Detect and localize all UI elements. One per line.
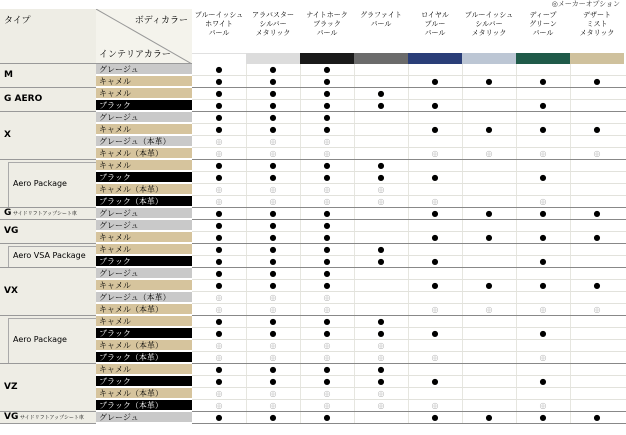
standard-mark: ●: [269, 89, 277, 98]
interior-color-cell: グレージュ（本革）: [96, 136, 192, 147]
body-color-name-line: メタリック: [255, 29, 291, 37]
option-mark: ◎: [539, 401, 547, 410]
body-color-name: [462, 9, 516, 53]
standard-mark: ●: [539, 101, 547, 110]
option-mark: ◎: [539, 197, 547, 206]
standard-mark: ●: [593, 281, 601, 290]
body-color-name: [570, 9, 624, 53]
standard-mark: ●: [215, 65, 223, 74]
body-color-name: [300, 9, 354, 53]
standard-mark: ●: [485, 281, 493, 290]
standard-mark: ●: [269, 161, 277, 170]
table-row: [192, 352, 626, 364]
standard-mark: ●: [485, 77, 493, 86]
standard-mark: ●: [269, 209, 277, 218]
body-color-header: [570, 9, 624, 64]
option-mark: ◎: [269, 149, 277, 158]
body-color-name-line: グリーン: [529, 20, 557, 28]
option-mark: ◎: [269, 353, 277, 362]
trim-name: VX: [4, 286, 18, 296]
standard-mark: ●: [215, 173, 223, 182]
trim-name: G サイドリフトアップシート車: [4, 208, 77, 218]
table-row: [192, 292, 626, 304]
table-row: [192, 136, 626, 148]
standard-mark: ●: [269, 173, 277, 182]
option-mark: ◎: [215, 293, 223, 302]
color-swatch: [300, 53, 354, 64]
standard-mark: ●: [323, 173, 331, 182]
color-header-diagonal: [96, 9, 192, 64]
group-separator: [0, 423, 96, 424]
body-color-label: ボディカラー: [134, 16, 188, 26]
interior-color-cell: グレージュ: [96, 220, 192, 231]
option-mark: ◎: [269, 185, 277, 194]
body-color-name-line: ブラック: [313, 20, 341, 28]
type-group-cell: [0, 268, 96, 316]
body-color-name-line: ブルー: [424, 20, 446, 28]
standard-mark: ●: [431, 173, 439, 182]
standard-mark: ●: [431, 257, 439, 266]
standard-mark: ●: [215, 377, 223, 386]
interior-color-label: インテリアカラー: [99, 50, 171, 60]
standard-mark: ●: [431, 329, 439, 338]
table-row: [192, 244, 626, 256]
type-header: [0, 9, 96, 64]
standard-mark: ●: [431, 101, 439, 110]
body-color-name-line: メタリック: [471, 29, 507, 37]
trim-subtitle: サイドリフトアップシート車: [11, 211, 77, 217]
standard-mark: ●: [323, 329, 331, 338]
table-row: [192, 376, 626, 388]
standard-mark: ●: [269, 413, 277, 422]
body-color-header: [246, 9, 300, 64]
option-mark: ◎: [323, 389, 331, 398]
option-mark: ◎: [593, 305, 601, 314]
standard-mark: ●: [377, 317, 385, 326]
color-swatch: [462, 53, 516, 64]
option-mark: ◎: [431, 305, 439, 314]
body-color-name-line: ブルーイッシュ: [464, 11, 514, 19]
interior-color-cell: キャメル（本革）: [96, 304, 192, 315]
option-mark: ◎: [323, 305, 331, 314]
standard-mark: ●: [323, 365, 331, 374]
interior-color-cell: ブラック: [96, 100, 192, 111]
table-row: [192, 172, 626, 184]
standard-mark: ●: [377, 257, 385, 266]
body-color-header: [462, 9, 516, 64]
option-mark: ◎: [431, 401, 439, 410]
body-color-name-line: ミスト: [586, 20, 608, 28]
standard-mark: ●: [269, 125, 277, 134]
standard-mark: ●: [215, 269, 223, 278]
body-color-name: [246, 9, 300, 53]
standard-mark: ●: [377, 89, 385, 98]
option-mark: ◎: [377, 197, 385, 206]
color-swatch: [570, 53, 624, 64]
standard-mark: ●: [269, 245, 277, 254]
standard-mark: ●: [323, 245, 331, 254]
standard-mark: ●: [215, 317, 223, 326]
standard-mark: ●: [377, 101, 385, 110]
option-mark: ◎: [269, 341, 277, 350]
trim-name: G AERO: [4, 94, 43, 104]
table-row: [192, 112, 626, 124]
standard-mark: ●: [269, 257, 277, 266]
standard-mark: ●: [431, 377, 439, 386]
interior-color-cell: グレージュ: [96, 208, 192, 219]
interior-color-cell: グレージュ: [96, 64, 192, 75]
standard-mark: ●: [269, 113, 277, 122]
option-mark: ◎: [377, 389, 385, 398]
body-color-header: [354, 9, 408, 64]
color-swatch: [516, 53, 570, 64]
interior-color-cell: キャメル: [96, 364, 192, 375]
package-name: Aero Package: [13, 335, 67, 344]
body-color-name-line: パール: [370, 20, 392, 28]
option-mark: ◎: [323, 197, 331, 206]
interior-color-cell: ブラック（本革）: [96, 352, 192, 363]
table-row: [192, 64, 626, 76]
option-mark: ◎: [593, 149, 601, 158]
type-group-cell: [0, 220, 96, 244]
standard-mark: ●: [431, 209, 439, 218]
standard-mark: ●: [431, 77, 439, 86]
interior-color-cell: キャメル: [96, 280, 192, 291]
standard-mark: ●: [323, 257, 331, 266]
body-color-header: [408, 9, 462, 64]
option-mark: ◎: [539, 353, 547, 362]
body-color-header: [192, 9, 246, 64]
table-row: [192, 412, 626, 424]
standard-mark: ●: [377, 329, 385, 338]
standard-mark: ●: [269, 281, 277, 290]
standard-mark: ●: [215, 281, 223, 290]
option-mark: ◎: [431, 353, 439, 362]
standard-mark: ●: [539, 329, 547, 338]
body-color-name: [192, 9, 246, 53]
standard-mark: ●: [215, 125, 223, 134]
standard-mark: ●: [431, 233, 439, 242]
body-color-name-line: デザート: [583, 11, 611, 19]
type-group-cell: [0, 88, 96, 112]
standard-mark: ●: [215, 221, 223, 230]
type-header-label: タイプ: [4, 16, 31, 26]
option-mark: ◎: [377, 341, 385, 350]
standard-mark: ●: [323, 101, 331, 110]
body-color-name-line: シルバー: [475, 20, 503, 28]
table-row: [192, 304, 626, 316]
standard-mark: ●: [377, 365, 385, 374]
standard-mark: ●: [323, 161, 331, 170]
standard-mark: ●: [485, 209, 493, 218]
option-mark: ◎: [215, 305, 223, 314]
type-group-cell: [0, 64, 96, 88]
interior-color-cell: キャメル（本革）: [96, 148, 192, 159]
option-mark: ◎: [215, 149, 223, 158]
body-color-header: [516, 9, 570, 64]
table-row: [192, 76, 626, 88]
table-row: [192, 280, 626, 292]
interior-color-cell: グレージュ: [96, 268, 192, 279]
trim-name: M: [4, 70, 13, 80]
option-mark: ◎: [377, 401, 385, 410]
standard-mark: ●: [215, 413, 223, 422]
option-mark: ◎: [485, 149, 493, 158]
table-row: [192, 148, 626, 160]
table-row: [192, 196, 626, 208]
trim-name: VG サイドリフトアップシート車: [4, 412, 84, 422]
interior-color-cell: グレージュ: [96, 412, 192, 423]
table-row: [192, 364, 626, 376]
standard-mark: ●: [323, 89, 331, 98]
standard-mark: ●: [215, 77, 223, 86]
standard-mark: ●: [323, 221, 331, 230]
option-mark: ◎: [323, 149, 331, 158]
standard-mark: ●: [269, 65, 277, 74]
standard-mark: ●: [215, 101, 223, 110]
trim-name: X: [4, 130, 11, 140]
option-mark: ◎: [377, 353, 385, 362]
interior-color-cell: キャメル: [96, 244, 192, 255]
option-mark: ◎: [215, 341, 223, 350]
standard-mark: ●: [539, 413, 547, 422]
interior-color-cell: ブラック（本革）: [96, 196, 192, 207]
interior-color-cell: キャメル（本革）: [96, 340, 192, 351]
body-color-name-line: パール: [316, 29, 338, 37]
option-mark: ◎: [215, 401, 223, 410]
option-mark: ◎: [269, 305, 277, 314]
type-group-cell: [0, 160, 96, 208]
color-swatch: [246, 53, 300, 64]
option-mark: ◎: [269, 293, 277, 302]
table-row: [192, 256, 626, 268]
standard-mark: ●: [593, 77, 601, 86]
trim-name: VG: [4, 226, 19, 236]
body-color-name-line: グラファイト: [360, 11, 402, 19]
standard-mark: ●: [269, 221, 277, 230]
option-mark: ◎: [215, 197, 223, 206]
standard-mark: ●: [269, 317, 277, 326]
standard-mark: ●: [269, 329, 277, 338]
body-color-name-line: ナイトホーク: [306, 11, 348, 19]
option-mark: ◎: [377, 185, 385, 194]
standard-mark: ●: [593, 209, 601, 218]
body-color-name-line: パール: [424, 29, 446, 37]
type-group-cell: [0, 112, 96, 160]
standard-mark: ●: [323, 77, 331, 86]
body-color-name-line: アラバスター: [252, 11, 294, 19]
option-mark: ◎: [431, 197, 439, 206]
table-row: [192, 88, 626, 100]
standard-mark: ●: [215, 329, 223, 338]
standard-mark: ●: [323, 413, 331, 422]
standard-mark: ●: [431, 281, 439, 290]
body-color-name-line: メタリック: [579, 29, 615, 37]
standard-mark: ●: [323, 269, 331, 278]
standard-mark: ●: [323, 113, 331, 122]
trim-name: VZ: [4, 382, 18, 392]
maker-option-note: ◎メーカーオプション: [551, 0, 620, 8]
type-group-cell: [0, 316, 96, 364]
standard-mark: ●: [431, 125, 439, 134]
standard-mark: ●: [269, 77, 277, 86]
standard-mark: ●: [269, 377, 277, 386]
standard-mark: ●: [593, 413, 601, 422]
standard-mark: ●: [323, 233, 331, 242]
option-mark: ◎: [269, 197, 277, 206]
interior-color-cell: ブラック: [96, 256, 192, 267]
option-mark: ◎: [269, 401, 277, 410]
standard-mark: ●: [539, 77, 547, 86]
standard-mark: ●: [431, 413, 439, 422]
standard-mark: ●: [269, 269, 277, 278]
standard-mark: ●: [377, 173, 385, 182]
standard-mark: ●: [323, 377, 331, 386]
option-mark: ◎: [431, 149, 439, 158]
interior-color-cell: キャメル: [96, 124, 192, 135]
interior-color-cell: ブラック: [96, 376, 192, 387]
interior-color-cell: グレージュ: [96, 112, 192, 123]
option-mark: ◎: [323, 137, 331, 146]
interior-color-cell: ブラック: [96, 172, 192, 183]
body-color-name-line: ロイヤル: [421, 11, 449, 19]
body-color-name-line: ブルーイッシュ: [194, 11, 244, 19]
option-mark: ◎: [323, 401, 331, 410]
interior-color-cell: キャメル（本革）: [96, 184, 192, 195]
standard-mark: ●: [269, 233, 277, 242]
interior-color-cell: キャメル: [96, 316, 192, 327]
option-mark: ◎: [215, 389, 223, 398]
color-swatch: [354, 53, 408, 64]
standard-mark: ●: [539, 281, 547, 290]
body-color-name: [354, 9, 408, 53]
interior-color-cell: グレージュ（本革）: [96, 292, 192, 303]
standard-mark: ●: [485, 125, 493, 134]
table-row: [192, 232, 626, 244]
standard-mark: ●: [215, 257, 223, 266]
table-row: [192, 388, 626, 400]
option-mark: ◎: [215, 137, 223, 146]
option-mark: ◎: [539, 149, 547, 158]
body-color-name-line: シルバー: [259, 20, 287, 28]
package-name: Aero VSA Package: [13, 251, 86, 260]
table-row: [192, 268, 626, 280]
standard-mark: ●: [485, 233, 493, 242]
standard-mark: ●: [377, 245, 385, 254]
standard-mark: ●: [215, 245, 223, 254]
standard-mark: ●: [593, 125, 601, 134]
standard-mark: ●: [377, 161, 385, 170]
standard-mark: ●: [539, 173, 547, 182]
trim-subtitle: サイドリフトアップシート車: [18, 415, 84, 421]
interior-color-cell: ブラック: [96, 328, 192, 339]
body-color-name: [408, 9, 462, 53]
standard-mark: ●: [539, 377, 547, 386]
standard-mark: ●: [539, 125, 547, 134]
standard-mark: ●: [323, 209, 331, 218]
body-color-name-line: パール: [532, 29, 554, 37]
body-color-name-line: ディープ: [529, 11, 557, 19]
standard-mark: ●: [215, 161, 223, 170]
option-mark: ◎: [539, 305, 547, 314]
option-mark: ◎: [323, 341, 331, 350]
table-row: [192, 220, 626, 232]
standard-mark: ●: [539, 257, 547, 266]
table-row: [192, 184, 626, 196]
interior-color-cell: キャメル: [96, 88, 192, 99]
table-row: [192, 340, 626, 352]
body-color-name: [516, 9, 570, 53]
standard-mark: ●: [593, 233, 601, 242]
standard-mark: ●: [485, 413, 493, 422]
option-mark: ◎: [215, 353, 223, 362]
option-mark: ◎: [323, 353, 331, 362]
option-mark: ◎: [323, 293, 331, 302]
interior-color-cell: キャメル（本革）: [96, 388, 192, 399]
standard-mark: ●: [215, 89, 223, 98]
standard-mark: ●: [377, 377, 385, 386]
table-row: [192, 316, 626, 328]
table-row: [192, 100, 626, 112]
standard-mark: ●: [323, 125, 331, 134]
interior-color-cell: キャメル: [96, 160, 192, 171]
interior-color-cell: キャメル: [96, 76, 192, 87]
package-name: Aero Package: [13, 179, 67, 188]
table-row: [192, 328, 626, 340]
color-swatch: [408, 53, 462, 64]
option-mark: ◎: [323, 185, 331, 194]
standard-mark: ●: [215, 209, 223, 218]
standard-mark: ●: [539, 209, 547, 218]
standard-mark: ●: [269, 365, 277, 374]
standard-mark: ●: [323, 317, 331, 326]
standard-mark: ●: [539, 233, 547, 242]
option-mark: ◎: [269, 389, 277, 398]
standard-mark: ●: [215, 113, 223, 122]
table-row: [192, 208, 626, 220]
body-color-header: [300, 9, 354, 64]
color-swatch: [192, 53, 246, 64]
interior-color-cell: キャメル: [96, 232, 192, 243]
option-mark: ◎: [269, 137, 277, 146]
body-color-name-line: ホワイト: [205, 20, 233, 28]
type-group-cell: [0, 364, 96, 412]
table-row: [192, 160, 626, 172]
standard-mark: ●: [269, 101, 277, 110]
table-row: [192, 124, 626, 136]
option-mark: ◎: [485, 305, 493, 314]
table-row: [192, 400, 626, 412]
standard-mark: ●: [323, 65, 331, 74]
standard-mark: ●: [215, 365, 223, 374]
interior-color-cell: ブラック（本革）: [96, 400, 192, 411]
standard-mark: ●: [215, 233, 223, 242]
option-mark: ◎: [215, 185, 223, 194]
body-color-name-line: パール: [208, 29, 230, 37]
type-group-cell: [0, 244, 96, 268]
standard-mark: ●: [323, 281, 331, 290]
